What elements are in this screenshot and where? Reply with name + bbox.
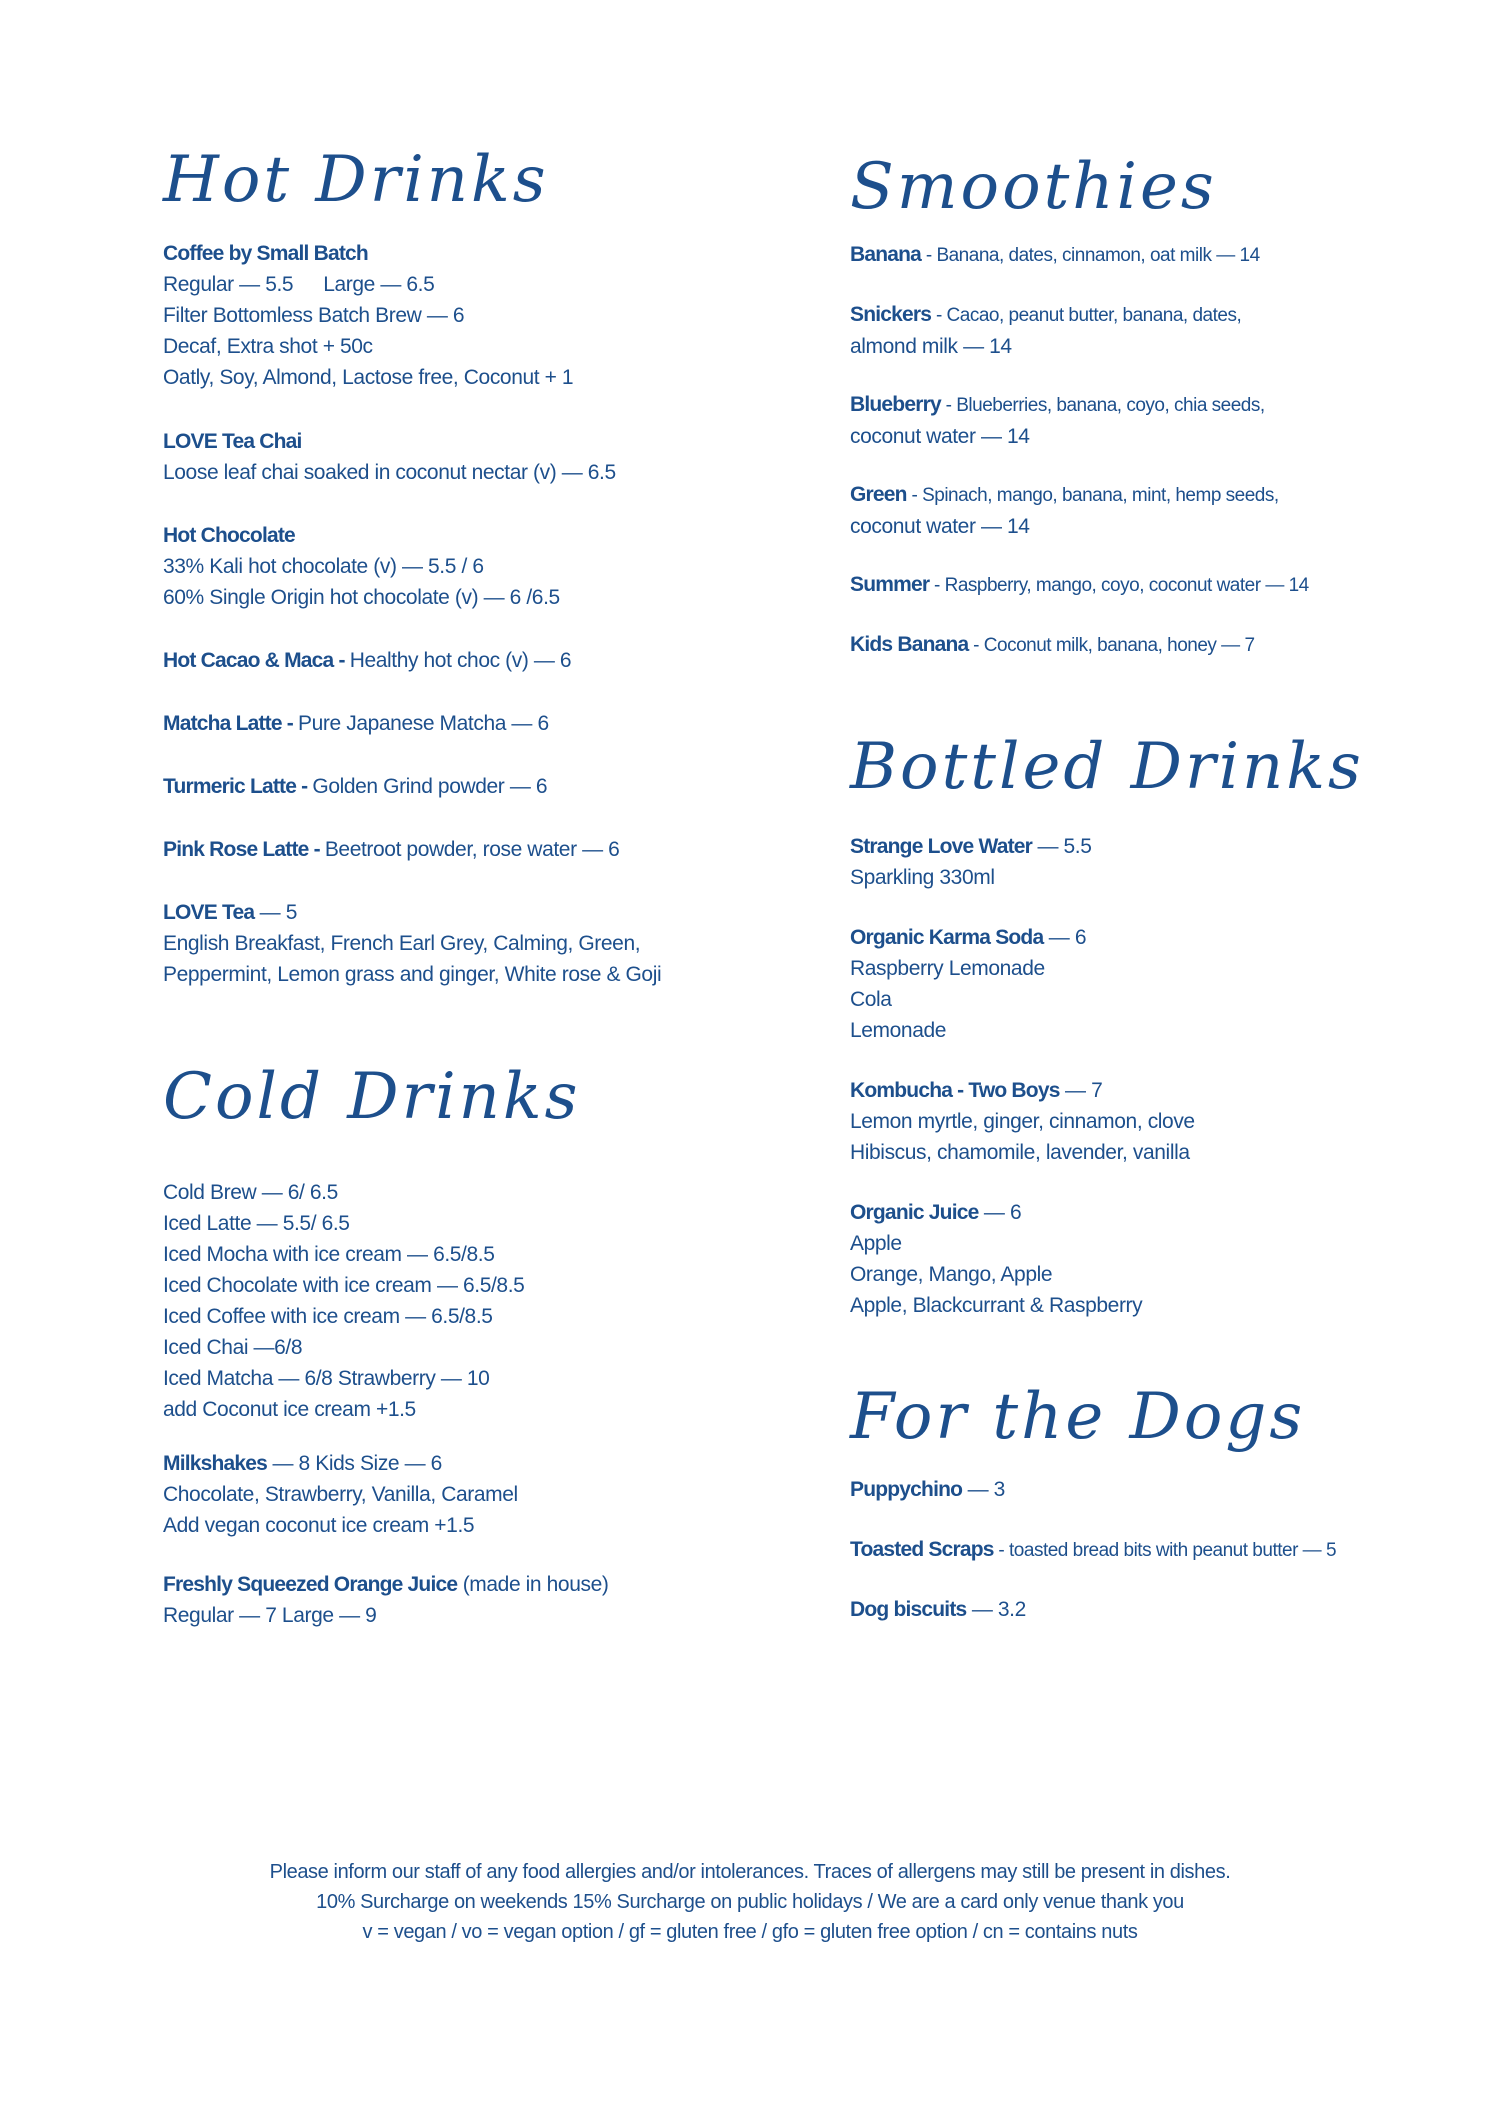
turmeric-item [163,771,783,802]
pink-rose-item [163,834,783,865]
water-item [850,831,1410,893]
milkshakes-line2: Add vegan coconut ice cream +1.5 [163,1514,475,1537]
cold-line: Iced Chai —6/8 [163,1336,303,1359]
for-the-dogs-heading: For the Dogs [850,1380,1306,1454]
love-tea-name: LOVE Tea [163,901,255,924]
snickers-name: Snickers [850,303,932,326]
cold-line: Iced Latte — 5.5/ 6.5 [163,1212,350,1235]
karma-name: Organic Karma Soda [850,926,1044,949]
blueberry-name: Blueberry [850,393,941,416]
kids-banana-item [850,629,1410,661]
orange-juice-line1: Regular — 7 Large — 9 [163,1604,377,1627]
pink-rose-desc: Beetroot powder, rose water — 6 [324,838,620,861]
bottled-drinks-heading: Bottled Drinks [850,730,1364,804]
juice-flavour: Apple [850,1232,902,1255]
juice-name: Organic Juice [850,1201,979,1224]
water-line1: Sparkling 330ml [850,866,995,889]
allergen-footer [0,1857,1500,1947]
love-tea-line1: English Breakfast, French Earl Grey, Calming, Green, [163,932,641,955]
summer-desc: - Raspberry, mango, coyo, coconut water — 14 [929,575,1309,596]
coffee-regular: Regular — 5.5 [163,273,294,296]
hot-chocolate-name: Hot Chocolate [163,524,295,547]
juice-flavour: Orange, Mango, Apple [850,1263,1053,1286]
summer-name: Summer [850,573,930,596]
footer-legend: v = vegan / vo = vegan option / gf = gluten free / gfo = gluten free option / cn = contains nuts [362,1921,1138,1943]
puppychino-price: — 3 [962,1478,1005,1501]
kombucha-name: Kombucha - Two Boys [850,1079,1060,1102]
snickers-item [850,299,1410,362]
juice-item [850,1197,1410,1321]
cold-line: Iced Coffee with ice cream — 6.5/8.5 [163,1305,493,1328]
cacao-name: Hot Cacao & Maca - [163,649,350,672]
banana-name: Banana [850,243,922,266]
milkshakes-item [163,1448,783,1541]
hot-chocolate-item [163,520,783,613]
blueberry-line2: coconut water — 14 [850,425,1030,448]
orange-juice-note: (made in house) [457,1573,609,1596]
love-tea-price: — 5 [254,901,297,924]
turmeric-name: Turmeric Latte - [163,775,313,798]
blueberry-desc: - Blueberries, banana, coyo, chia seeds, [940,395,1265,416]
cold-line: Cold Brew — 6/ 6.5 [163,1181,338,1204]
puppychino-name: Puppychino [850,1478,963,1501]
coffee-milks: Oatly, Soy, Almond, Lactose free, Coconut + 1 [163,366,574,389]
cold-line: Iced Chocolate with ice cream — 6.5/8.5 [163,1274,525,1297]
kombucha-price: — 7 [1059,1079,1103,1102]
snickers-desc: - Cacao, peanut butter, banana, dates, [931,305,1242,326]
chai-item [163,426,783,488]
green-name: Green [850,483,907,506]
biscuits-price: — 3.2 [966,1598,1026,1621]
cold-drinks-heading: Cold Drinks [163,1060,581,1134]
turmeric-desc: Golden Grind powder — 6 [312,775,548,798]
banana-desc: - Banana, dates, cinnamon, oat milk — 14 [921,245,1260,266]
puppychino-item [850,1474,1410,1505]
karma-flavour: Lemonade [850,1019,947,1042]
karma-price: — 6 [1043,926,1087,949]
cold-drinks-list [163,1177,783,1425]
scraps-item [850,1534,1410,1566]
blueberry-item [850,389,1410,452]
orange-juice-name: Freshly Squeezed Orange Juice [163,1573,458,1596]
love-tea-item [163,897,783,990]
footer-surcharge: 10% Surcharge on weekends 15% Surcharge on public holidays / We are a card only venue thank you [316,1891,1184,1913]
cold-line: Iced Matcha — 6/8 Strawberry — 10 [163,1367,490,1390]
scraps-name: Toasted Scraps [850,1538,994,1561]
hot-drinks-heading: Hot Drinks [163,143,549,217]
coffee-item [163,238,783,393]
karma-item [850,922,1410,1046]
chai-desc: Loose leaf chai soaked in coconut nectar (v) — 6.5 [163,461,616,484]
juice-price: — 6 [978,1201,1022,1224]
water-price: — 5.5 [1032,835,1092,858]
matcha-item [163,708,783,739]
karma-flavour: Raspberry Lemonade [850,957,1045,980]
kids-banana-desc: - Coconut milk, banana, honey — 7 [968,635,1255,656]
green-item [850,479,1410,542]
orange-juice-item [163,1569,783,1631]
hot-chocolate-line2: 60% Single Origin hot chocolate (v) — 6 /6.5 [163,586,560,609]
cacao-desc: Healthy hot choc (v) — 6 [349,649,572,672]
green-line2: coconut water — 14 [850,515,1030,538]
juice-flavour: Apple, Blackcurrant & Raspberry [850,1294,1143,1317]
cacao-item [163,645,783,676]
kombucha-flavour: Hibiscus, chamomile, lavender, vanilla [850,1141,1190,1164]
coffee-name: Coffee by Small Batch [163,242,368,265]
matcha-desc: Pure Japanese Matcha — 6 [298,712,549,735]
milkshakes-line1: Chocolate, Strawberry, Vanilla, Caramel [163,1483,518,1506]
kombucha-flavour: Lemon myrtle, ginger, cinnamon, clove [850,1110,1195,1133]
water-name: Strange Love Water [850,835,1033,858]
chai-name: LOVE Tea Chai [163,430,302,453]
milkshakes-price: — 8 Kids Size — 6 [267,1452,442,1475]
coffee-large: Large — 6.5 [323,273,435,296]
matcha-name: Matcha Latte - [163,712,299,735]
snickers-line2: almond milk — 14 [850,335,1012,358]
kids-banana-name: Kids Banana [850,633,969,656]
milkshakes-name: Milkshakes [163,1452,268,1475]
biscuits-name: Dog biscuits [850,1598,967,1621]
cold-line: add Coconut ice cream +1.5 [163,1398,416,1421]
biscuits-item [850,1594,1410,1625]
hot-chocolate-line1: 33% Kali hot chocolate (v) — 5.5 / 6 [163,555,484,578]
coffee-filter: Filter Bottomless Batch Brew — 6 [163,304,465,327]
scraps-desc: - toasted bread bits with peanut butter — 5 [993,1540,1337,1561]
green-desc: - Spinach, mango, banana, mint, hemp seeds, [906,485,1279,506]
kombucha-item [850,1075,1410,1168]
pink-rose-name: Pink Rose Latte - [163,838,325,861]
banana-item [850,239,1410,271]
smoothies-heading: Smoothies [850,150,1217,224]
coffee-decaf: Decaf, Extra shot + 50c [163,335,373,358]
summer-item [850,569,1410,601]
love-tea-line2: Peppermint, Lemon grass and ginger, White rose & Goji [163,963,662,986]
karma-flavour: Cola [850,988,892,1011]
cold-line: Iced Mocha with ice cream — 6.5/8.5 [163,1243,495,1266]
footer-allergens: Please inform our staff of any food allergies and/or intolerances. Traces of allergens may still be present in dishes. [269,1861,1231,1883]
